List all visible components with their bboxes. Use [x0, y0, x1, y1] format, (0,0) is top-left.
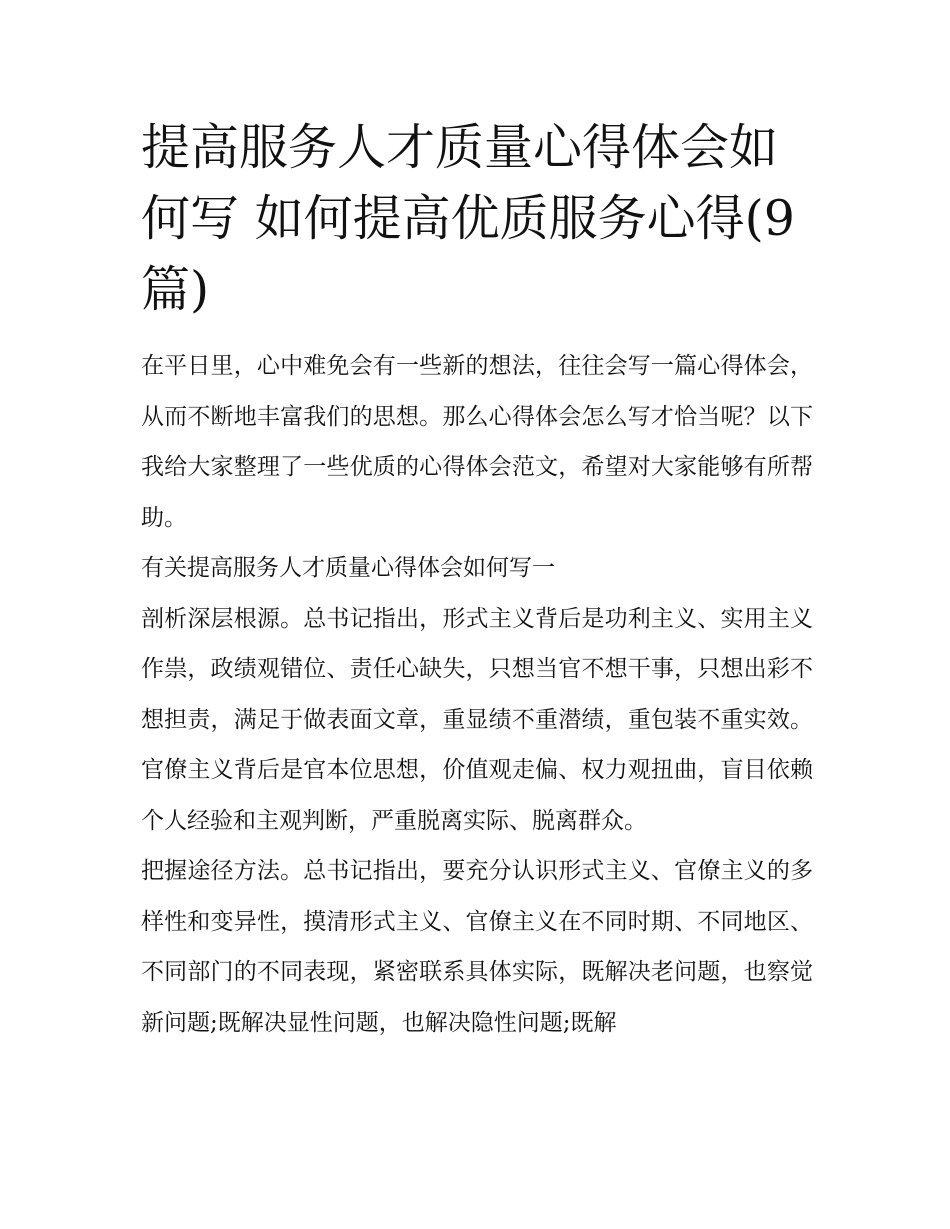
- body-paragraph: 把握途径方法。总书记指出，要充分认识形式主义、官僚主义的多样性和变异性，摸清形式主义、官僚主义在不同时期、不同地区、不同部门的不同表现，紧密联系具体实际，既解决老问题，也察觉新问题;既解决显性问题，也解决隐性问题;既解: [141, 858, 813, 1036]
- document-title: 提高服务人才质量心得体会如何写 如何提高优质服务心得(9篇): [141, 119, 795, 318]
- body-paragraph: 剖析深层根源。总书记指出，形式主义背后是功利主义、实用主义作祟，政绩观错位、责任心缺失，只想当官不想干事，只想出彩不想担责，满足于做表面文章，重显绩不重潜绩，重包装不重实效。官僚主义背后是官本位思想，价值观走偏、权力观扭曲，盲目依赖个人经验和主观判断，严重脱离实际、脱离群众。: [141, 605, 813, 834]
- section-heading: 有关提高服务人才质量心得体会如何写一: [141, 555, 555, 581]
- document-page: [141, 112, 813, 1048]
- document-body: [141, 341, 813, 1048]
- intro-paragraph: 在平日里，心中难免会有一些新的想法，往往会写一篇心得体会，从而不断地丰富我们的思想。那么心得体会怎么写才恰当呢？以下我给大家整理了一些优质的心得体会范文，希望对大家能够有所帮助。: [141, 353, 813, 531]
